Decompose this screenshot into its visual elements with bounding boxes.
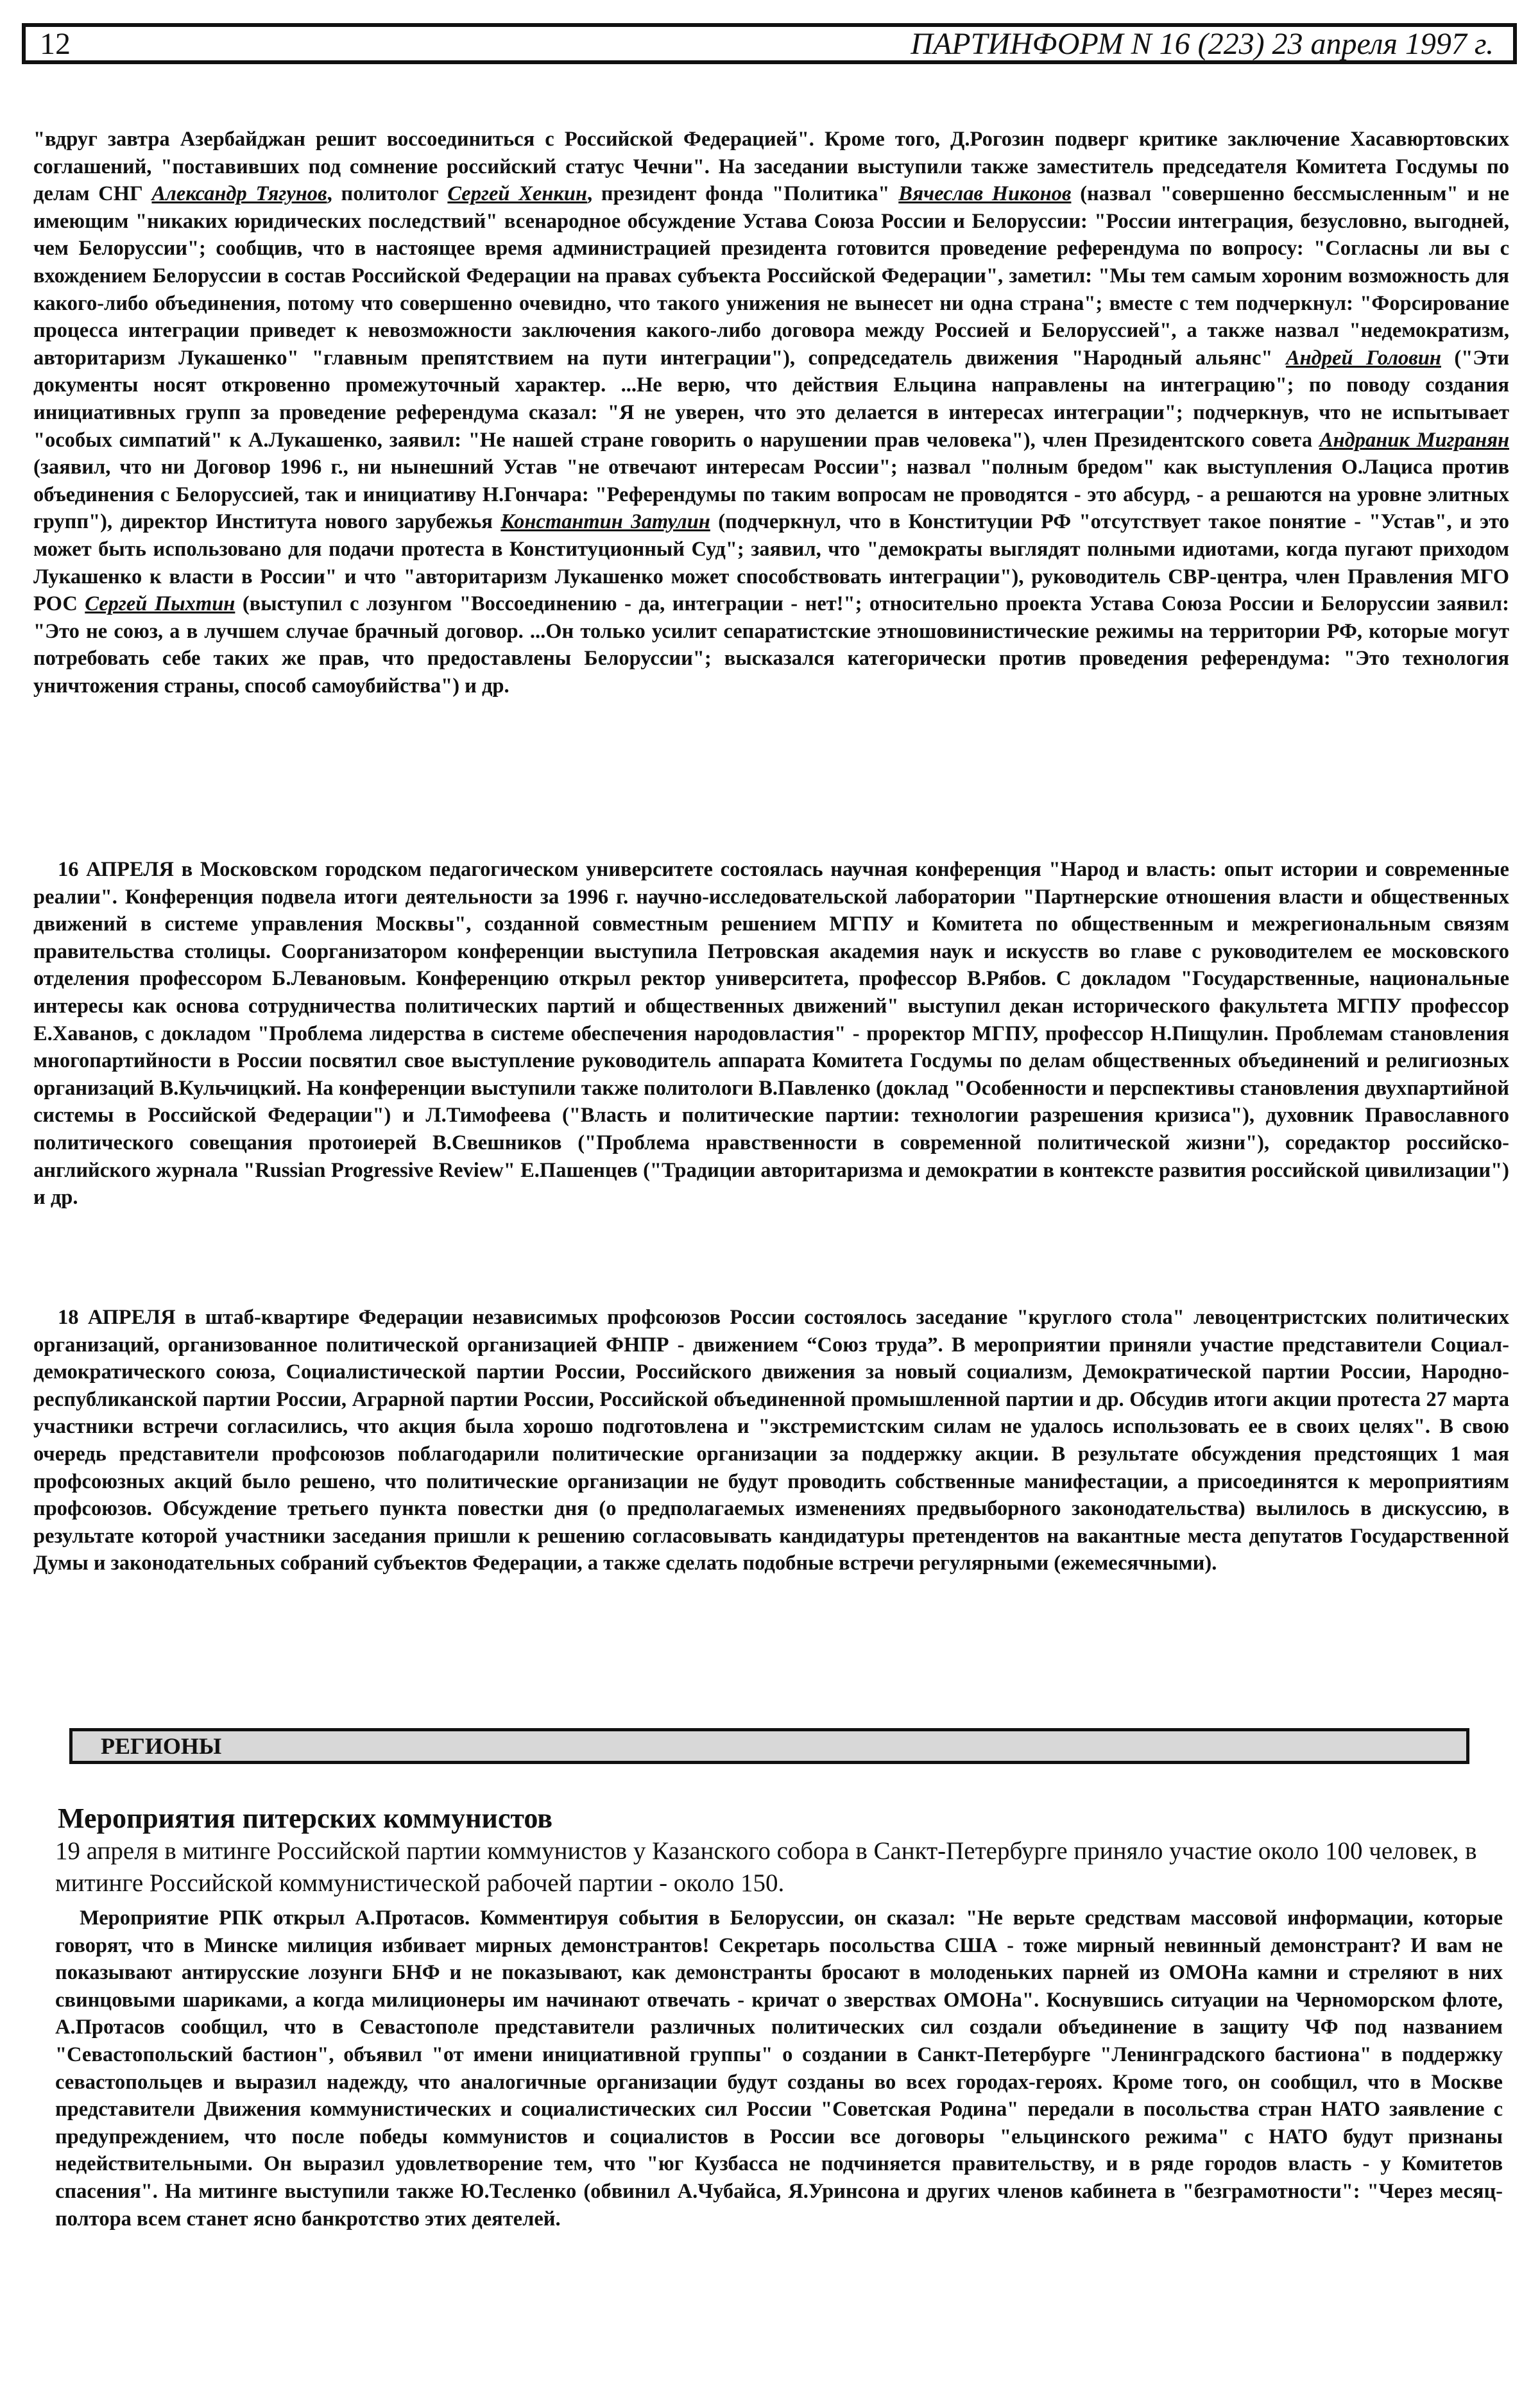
news-item-april-18 xyxy=(33,1304,1509,1577)
news-item-april-16 xyxy=(33,856,1509,1212)
article-title: Мероприятия питерских коммунистов xyxy=(58,1803,553,1834)
text-run: (выступил с лозунгом "Воссоединению - да, интеграции - нет!"; относительно проекта Устава Союза России и Белоруссии заявил: "Это не союз, а в лучшем случае брачный договор. ...Он только усилит сепаратистские этношовинистические режимы на территории РФ, которые могут потребовать себе таких же прав, что предоставлены Белоруссии"; высказался категорически против проведения референдума: "Это технология уничтожения страны, способ самоубийства") и др. xyxy=(33,592,1509,698)
text-run: (назвал "совершенно бессмысленным" и не имеющим "никаких юридических последствий" всенародное обсуждение Устава Союза России и Белоруссии: "России интеграция, безусловно, выгодней, чем Белоруссии"; сообщив, что в настоящее время администрацией президента готовится проведение референдума по вопросу: "Согласны ли вы с вхождением Белоруссии в состав Российской Федерации на правах субъекта Российской Федерации", заметил: "Мы тем самым хороним возможность для какого-либо объединения, потому что совершенно очевидно, что такого унижения не вынесет ни одна страна"; вместе с тем подчеркнул: "Форсирование процесса интеграции приведет к невозможности заключения какого-либо договора между Россией и Белоруссией", а также назвал "недемократизм, авторитаризм Лукашенко" "главным препятствием на пути интеграции"), сопредседатель движения "Народный альянс" xyxy=(33,182,1509,370)
text-run: , политолог xyxy=(327,182,448,206)
person-name: Сергей Хенкин xyxy=(447,182,587,206)
article-lead: 19 апреля в митинге Российской партии коммунистов у Казанского собора в Санкт-Петербурге приняло участие около 100 человек, в митинге Российской коммунистической рабочей партии - около 150. xyxy=(55,1837,1477,1897)
paragraph xyxy=(33,126,1509,699)
person-name: Константин Затулин xyxy=(501,510,710,534)
paragraph: 18 АПРЕЛЯ в штаб-квартире Федерации независимых профсоюзов России состоялось заседание "круглого стола" левоцентристских политических организаций, организованное политической организацией ФНПР - движением “Союз труда”. В мероприятии приняли участие представители Социал-демократического союза, Социалистической партии России, Российского движения за новый социализм, Демократической партии России, Народно-республиканской партии России, Аграрной партии России, Российской объединенной промышленной партии и др. Обсудив итоги акции протеста 27 марта участники встречи согласились, что акция была хорошо подготовлена и "экстремистским силам не удалось использовать ее в своих целях". В свою очередь представители профсоюзов поблагодарили политические организации за поддержку акции. В результате обсуждения предстоящих 1 мая профсоюзных акций было решено, что политические организации не будут проводить собственные манифестации, а присоединятся к мероприятиям профсоюзов. Обсуждение третьего пункта повестки дня (о предполагаемых изменениях предвыборного законодательства) вылилось в дискуссию, в результате которой участники заседания пришли к решению согласовывать кандидатуры претендентов на вакантные места депутатов Государственной Думы и законодательных собраний субъектов Федерации, а также сделать подобные встречи регулярными (ежемесячными). xyxy=(33,1306,1509,1575)
page-header xyxy=(22,23,1517,64)
article-body xyxy=(55,1905,1503,2232)
text-run: , президент фонда "Политика" xyxy=(586,182,899,206)
text-run: (заявил, что ни Договор 1996 г., ни нынешний Устав "не отвечают интересам России"; назвал "полным бредом" как выступления О.Лациса против объединения с Белоруссией, так и инициативу Н.Гончара: "Референдумы по таким вопросам не проводятся - это абсурд, - а решаются на уровне элитных групп"), директор Института нового зарубежья xyxy=(33,456,1509,534)
paragraph: 16 АПРЕЛЯ в Московском городском педагогическом университете состоялась научная конференция "Народ и власть: опыт истории и современные реалии". Конференция подвела итоги деятельности за 1996 г. научно-исследовательской лаборатории "Партнерские отношения власти и общественных движений в системе управления Москвы", созданной совместным решением МГПУ и Комитета по общественным и межрегиональным связям правительства столицы. Соорганизатором конференции выступила Петровская академия наук и искусств во главе с руководителем ее московского отделения профессором Б.Левановым. Конференцию открыл ректор университета, профессор В.Рябов. С докладом "Государственные, национальные интересы как основа сотрудничества политических партий и общественных движений" выступил декан исторического факультета МГПУ профессор Е.Хаванов, с докладом "Проблема лидерства в системе обеспечения народовластия" - проректор МГПУ, профессор Н.Пищулин. Проблемам становления многопартийности в России посвятил свое выступление руководитель аппарата Комитета Госдумы по делам общественных объединений и религиозных организаций В.Кульчицкий. На конференции выступили также политологи В.Павленко (доклад "Особенности и перспективы становления двухпартийной системы в Российской Федерации") и Л.Тимофеева ("Власть и политические партии: технологии разрешения кризиса"), духовник Православного политического совещания протоиерей В.Свешников ("Проблема нравственности в современной политической жизни"), соредактор российско-английского журнала "Russian Progressive Review" Е.Пашенцев ("Традиции авторитаризма и демократии в контексте развития российской цивилизации") и др. xyxy=(33,858,1509,1210)
person-name: Вячеслав Никонов xyxy=(898,182,1072,206)
person-name: Александр Тягунов xyxy=(151,182,327,206)
person-name: Андрей Головин xyxy=(1285,346,1441,370)
text-run: (подчеркнул, что в Конституции РФ "отсутствует такое понятие - "Устав", и это может быть использовано для подачи протеста в Конституционный Суд"; заявил, что "демократы выглядят полными идиотами, когда пугают приходом Лукашенко к власти в России" и что "авторитаризм Лукашенко может способствовать интеграции"), руководитель СВР-центра, член Правления МГО РОС xyxy=(33,510,1509,616)
text-run: "вдруг завтра Азербайджан решит воссоединиться с Российской Федерацией". Кроме того, Д.Рогозин подверг критике заключение Хасавюртовских соглашений, "поставивших под сомнение российский статус Чечни". На заседании выступили также заместитель председателя Комитета Госдумы по делам СНГ xyxy=(33,128,1509,206)
text-run: ("Эти документы носят откровенно промежуточный характер. ...Не верю, что действия Ельцина направлены на интеграцию"; по поводу создания инициативных групп за проведение референдума сказал: "Я не уверен, что это делается в интересах интеграции"; подчеркнув, что не испытывает "особых симпатий" к А.Лукашенко, заявил: "Не нашей стране говорить о нарушении прав человека"), член Президентского совета xyxy=(33,346,1509,452)
person-name: Андраник Мигранян xyxy=(1319,428,1509,452)
article-continuation xyxy=(33,126,1509,699)
section-label: РЕГИОНЫ xyxy=(69,1728,1469,1764)
publication-title: ПАРТИНФОРМ N 16 (223) 23 апреля 1997 г. xyxy=(911,26,1494,61)
paragraph: Мероприятие РПК открыл А.Протасов. Комментируя события в Белоруссии, он сказал: "Не верьте средствам массовой информации, которые говорят, что в Минске милиция избивает мирных демонстрантов! Секретарь посольства США - тоже мирный невинный демонстрант? И вам не показывают антирусские лозунги БНФ и не показывают, как демонстранты бросают в молоденьких парней из ОМОНа камни и стреляют в них свинцовыми шариками, а когда милиционеры им начинают отвечать - кричат о зверствах ОМОНа". Коснувшись ситуации на Черноморском флоте, А.Протасов сообщил, что в Севастополе представители различных политических сил создали объединение в защиту ЧФ под названием "Севастопольский бастион", объявил "от имени инициативной группы" о создании в Санкт-Петербурге "Ленинградского бастиона" в поддержку севастопольцев и выразил надежду, что аналогичные организации будут созданы во всех городах-героях. Кроме того, он сообщил, что в Москве представители Движения коммунистических и социалистических сил России "Советская Родина" передали в посольства стран НАТО заявление с предупреждением, что после победы коммунистов и социалистов в России все договоры "ельцинского режима" с НАТО будут признаны недействительными. Он выразил удовлетворение тем, что "юг Кузбасса не подчиняется правительству, и в ряде городов власть - у Комитетов спасения". На митинге выступили также Ю.Тесленко (обвинил А.Чубайса, Я.Уринсона и других членов кабинета в "безграмотности": "Через месяц-полтора всем станет ясно банкротство этих деятелей. xyxy=(55,1906,1503,2231)
person-name: Сергей Пыхтин xyxy=(85,592,235,616)
page-number: 12 xyxy=(40,26,71,61)
